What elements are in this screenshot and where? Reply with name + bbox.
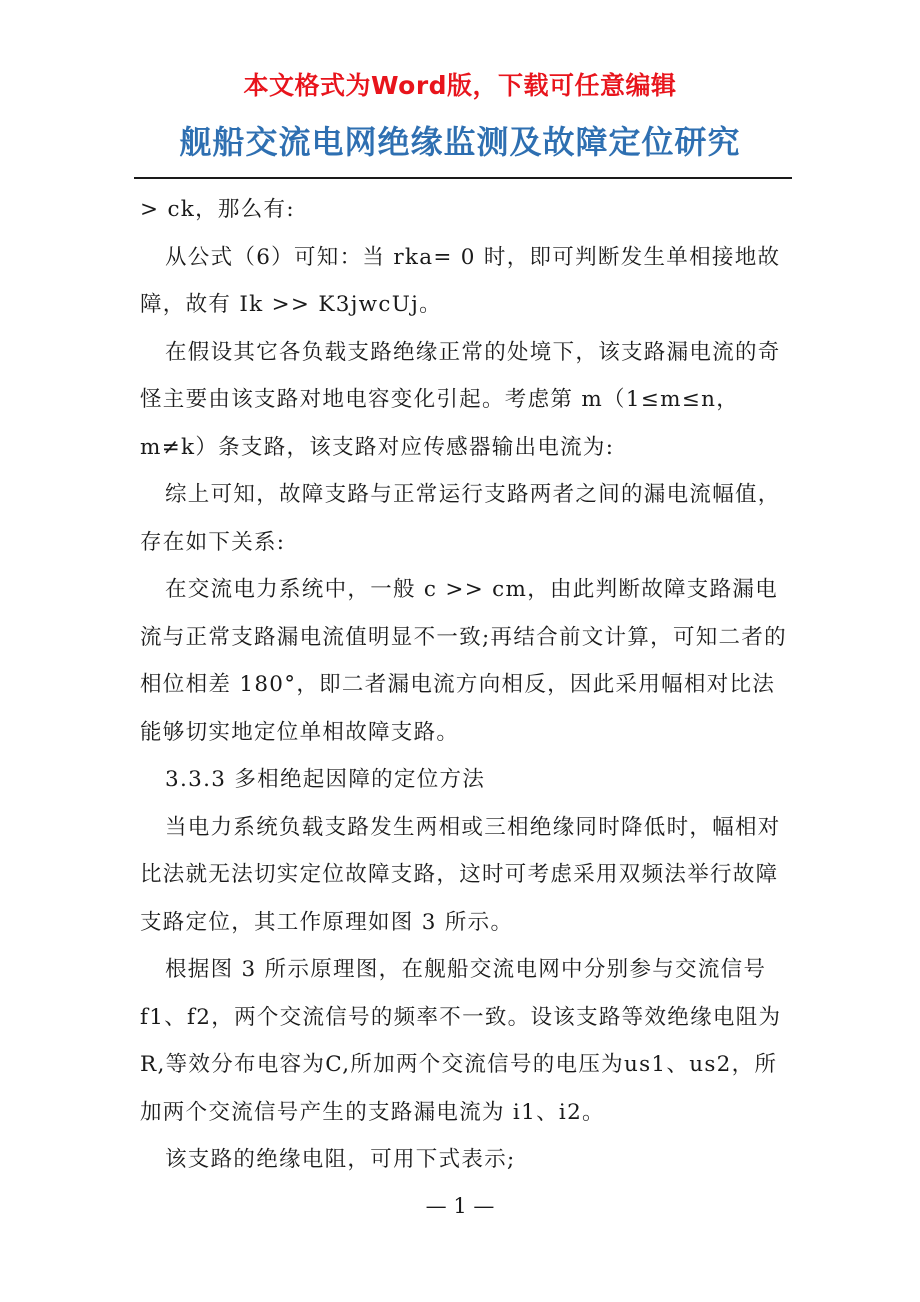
- format-banner: 本文格式为Word版，下载可任意编辑: [243, 71, 677, 100]
- paragraph: 综上可知，故障支路与正常运行支路两者之间的漏电流幅值，存在如下关系:: [140, 482, 781, 555]
- paragraph: 当电力系统负载支路发生两相或三相绝缘同时降低时，幅相对比法就无法切实定位故障支路，这时可考虑采用双频法举行故障支路定位，其工作原理如图 3 所示。: [140, 814, 781, 935]
- document-title: 舰船交流电网绝缘监测及故障定位研究: [179, 123, 741, 161]
- paragraph: 在假设其它各负载支路绝缘正常的处境下，该支路漏电流的奇怪主要由该支路对地电容变化引起。考虑第 m（1≤m≤n， m≠k）条支路，该支路对应传感器输出电流为:: [140, 339, 781, 460]
- document-body: [140, 186, 790, 1184]
- paragraph: 从公式（6）可知：当 rka= 0 时，即可判断发生单相接地故障，故有 Ik >> K3jwcUj。: [140, 244, 781, 317]
- section-heading: 3.3.3 多相绝起因障的定位方法: [165, 767, 486, 792]
- paragraph: 根据图 3 所示原理图，在舰船交流电网中分别参与交流信号 f1、f2，两个交流信号的频率不一致。设该支路等效绝缘电阻为R,等效分布电容为C,所加两个交流信号的电压为us1、us2，所加两个交流信号产生的支路漏电流为 i1、i2。: [140, 957, 782, 1125]
- page-number: — 1 —: [425, 1194, 495, 1218]
- paragraph: 在交流电力系统中，一般 c >> cm，由此判断故障支路漏电流与正常支路漏电流值明显不一致;再结合前文计算，可知二者的相位相差 180°，即二者漏电流方向相反，因此采用幅相对比法能够切实地定位单相故障支路。: [140, 577, 787, 745]
- paragraph: > ck，那么有:: [140, 197, 295, 222]
- paragraph: 该支路的绝缘电阻，可用下式表示;: [165, 1147, 516, 1172]
- header-divider: [134, 177, 792, 179]
